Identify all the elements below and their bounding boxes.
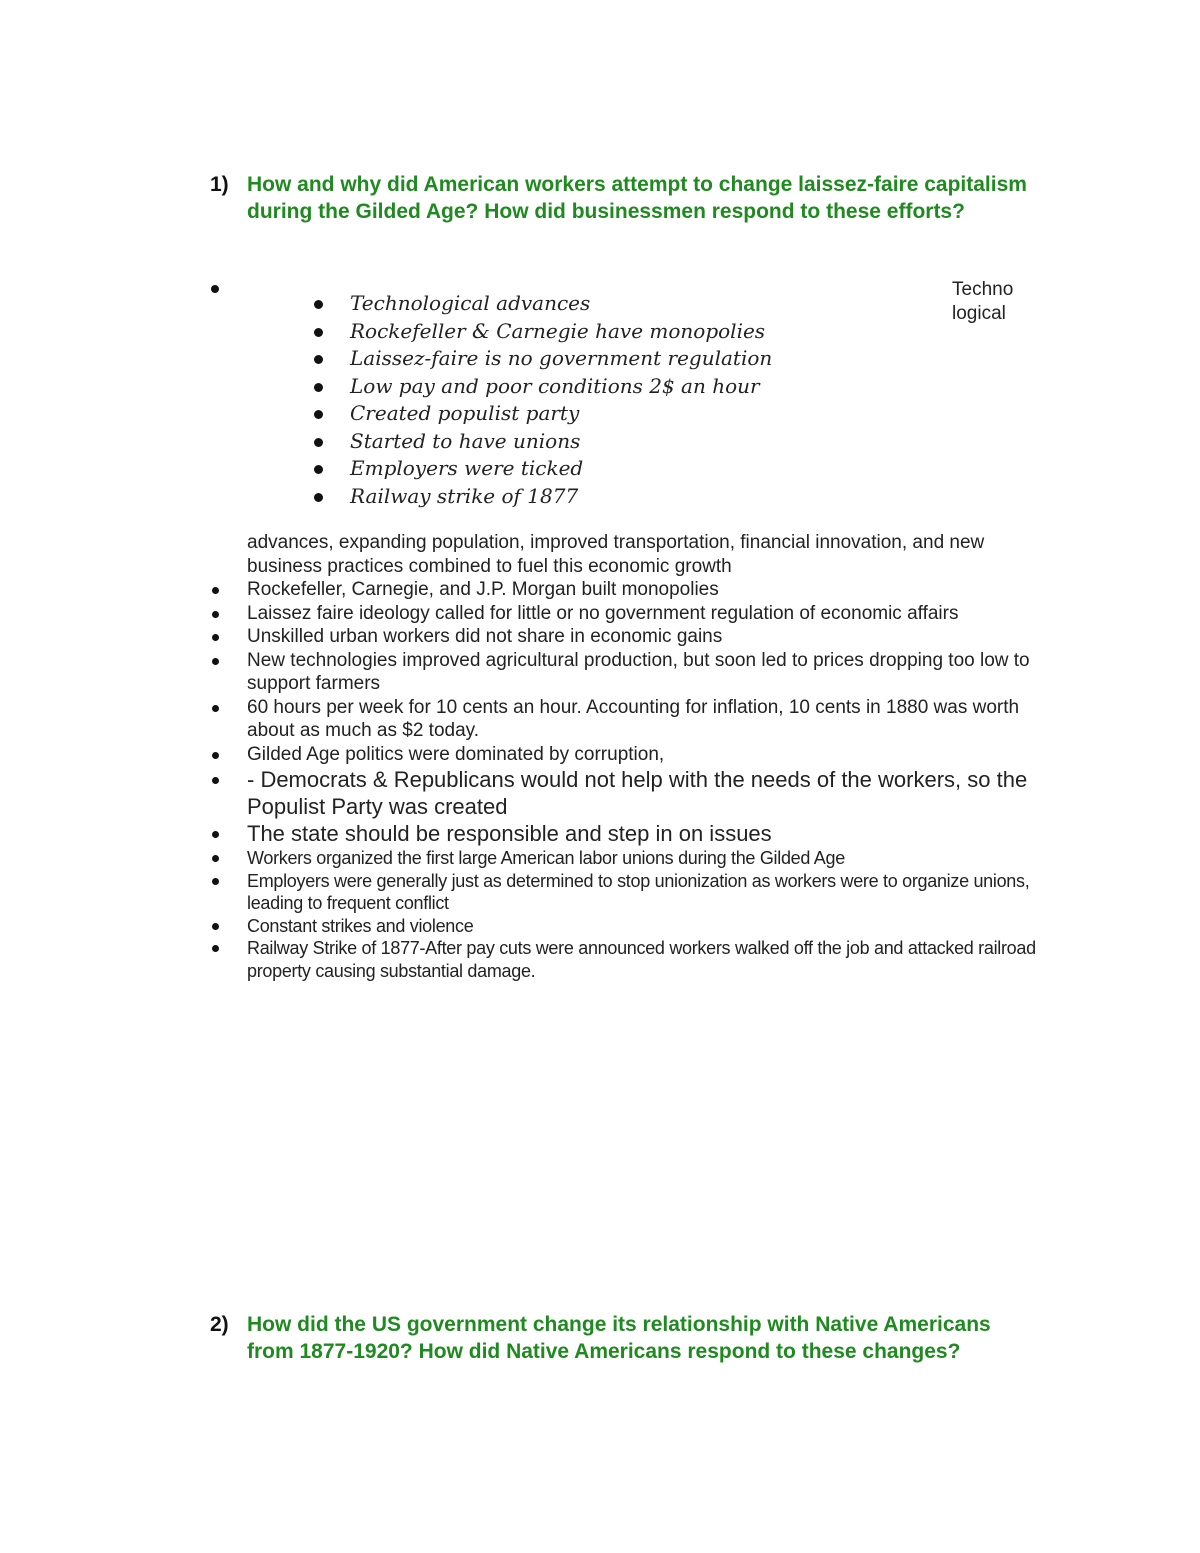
list-item: The state should be responsible and step in on issues xyxy=(210,820,1040,847)
list-item: Started to have unions xyxy=(314,428,772,456)
list-item: 60 hours per week for 10 cents an hour. Accounting for inflation, 10 cents in 1880 was worth about as much as $2 today. xyxy=(210,696,1040,743)
list-item: Low pay and poor conditions 2$ an hour xyxy=(314,373,772,401)
list-item: Created populist party xyxy=(314,400,772,428)
list-item: Railway Strike of 1877-After pay cuts were announced workers walked off the job and attacked railroad property causing substantial damage. xyxy=(210,937,1040,982)
question-1 xyxy=(210,171,1040,225)
list-item: Laissez-faire is no government regulation xyxy=(314,345,772,373)
detail-bullet-list xyxy=(210,578,1040,982)
list-item: Constant strikes and violence xyxy=(210,915,1040,938)
list-item: New technologies improved agricultural production, but soon led to prices dropping too low to support farmers xyxy=(210,649,1040,696)
empty-bullet xyxy=(211,285,219,293)
list-item: Rockefeller, Carnegie, and J.P. Morgan built monopolies xyxy=(210,578,1040,602)
list-item: Laissez faire ideology called for little or no government regulation of economic affairs xyxy=(210,602,1040,626)
question-1-number: 1) xyxy=(210,173,229,196)
continuation-text: advances, expanding population, improved transportation, financial innovation, and new business practices combined to fuel this economic growth xyxy=(247,532,985,577)
question-2 xyxy=(210,1311,1040,1365)
list-item: Technological advances xyxy=(314,290,772,318)
question-1-text: How and why did American workers attempt to change laissez-faire capitalism during the Gilded Age? How did businessmen respond to these efforts? xyxy=(247,173,1027,223)
list-item: Railway strike of 1877 xyxy=(314,483,772,511)
list-item: Workers organized the first large American labor unions during the Gilded Age xyxy=(210,847,1040,870)
list-item: Unskilled urban workers did not share in economic gains xyxy=(210,625,1040,649)
list-item: Employers were generally just as determined to stop unionization as workers were to organize unions, leading to frequent conflict xyxy=(210,870,1040,915)
summary-bullet-list xyxy=(314,290,772,510)
list-item: Rockefeller & Carnegie have monopolies xyxy=(314,318,772,346)
list-item: Gilded Age politics were dominated by corruption, xyxy=(210,743,1040,767)
question-2-text: How did the US government change its relationship with Native Americans from 1877-1920? How did Native Americans respond to these changes? xyxy=(247,1313,991,1363)
list-item: Employers were ticked xyxy=(314,455,772,483)
question-2-number: 2) xyxy=(210,1313,229,1336)
list-item: - Democrats & Republicans would not help with the needs of the workers, so the Populist Party was created xyxy=(210,766,1040,820)
side-note: Techno logical xyxy=(952,279,1014,324)
